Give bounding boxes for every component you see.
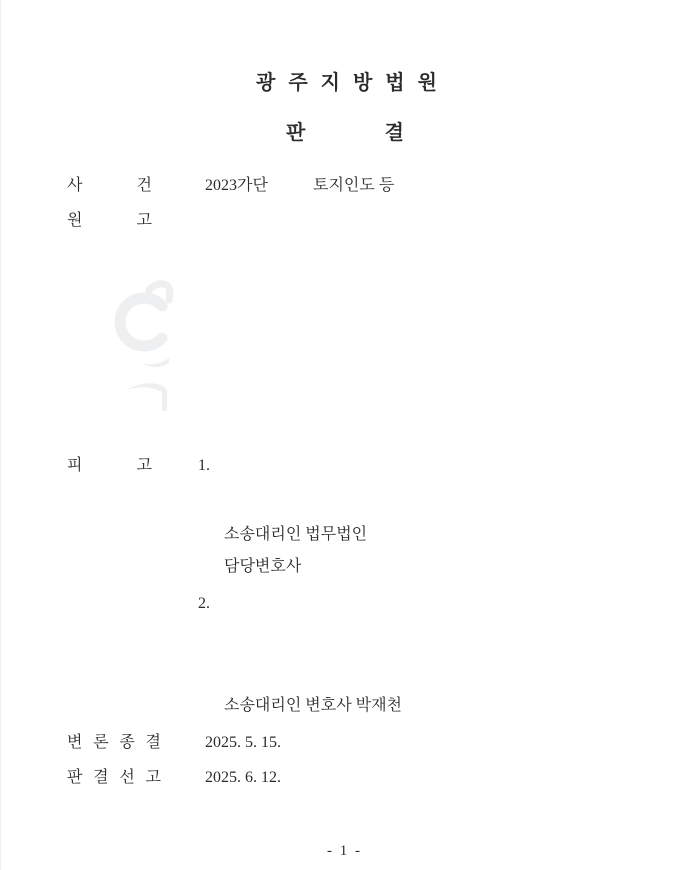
plaintiff-label: 원 고	[67, 212, 152, 229]
case-row	[1, 175, 688, 197]
defendant-row	[1, 455, 688, 477]
court-name: 광 주 지 방 법 원	[256, 72, 441, 94]
page-number: - 1 -	[327, 843, 362, 859]
counsel-2-text: 소송대리인 변호사 박재천	[224, 697, 403, 714]
case-name: 토지인도 등	[313, 177, 395, 194]
defendant-item-1-number: 1.	[198, 457, 210, 474]
defendant-2-counsel-row	[1, 695, 688, 717]
defendant-1-counsel-firm-row	[1, 524, 688, 546]
defendant-label: 피 고	[67, 457, 152, 474]
closing-of-argument-date: 2025. 5. 15.	[205, 734, 281, 751]
faint-watermark-artifact	[111, 278, 181, 418]
watermark-c-arc	[120, 298, 162, 346]
counsel-attorney-text: 담당변호사	[224, 558, 302, 575]
document-type-title: 판 결	[286, 122, 404, 144]
watermark-bottom-tail	[126, 383, 167, 411]
closing-of-argument-row	[1, 732, 688, 754]
case-label: 사 건	[67, 177, 152, 194]
counsel-firm-text: 소송대리인 법무법인	[224, 526, 368, 543]
judgment-pronounced-label: 판 결 선 고	[67, 769, 161, 786]
judgment-pronounced-row	[1, 767, 688, 789]
closing-of-argument-label: 변 론 종 결	[67, 734, 161, 751]
watermark-middle-swoosh	[141, 358, 169, 367]
judgment-pronounced-date: 2025. 6. 12.	[205, 769, 281, 786]
defendant-item-2-row	[1, 593, 688, 615]
plaintiff-row	[1, 210, 688, 232]
defendant-1-counsel-attorney-row	[1, 556, 688, 578]
case-number: 2023가단	[205, 177, 268, 194]
defendant-item-2-number: 2.	[198, 595, 210, 612]
